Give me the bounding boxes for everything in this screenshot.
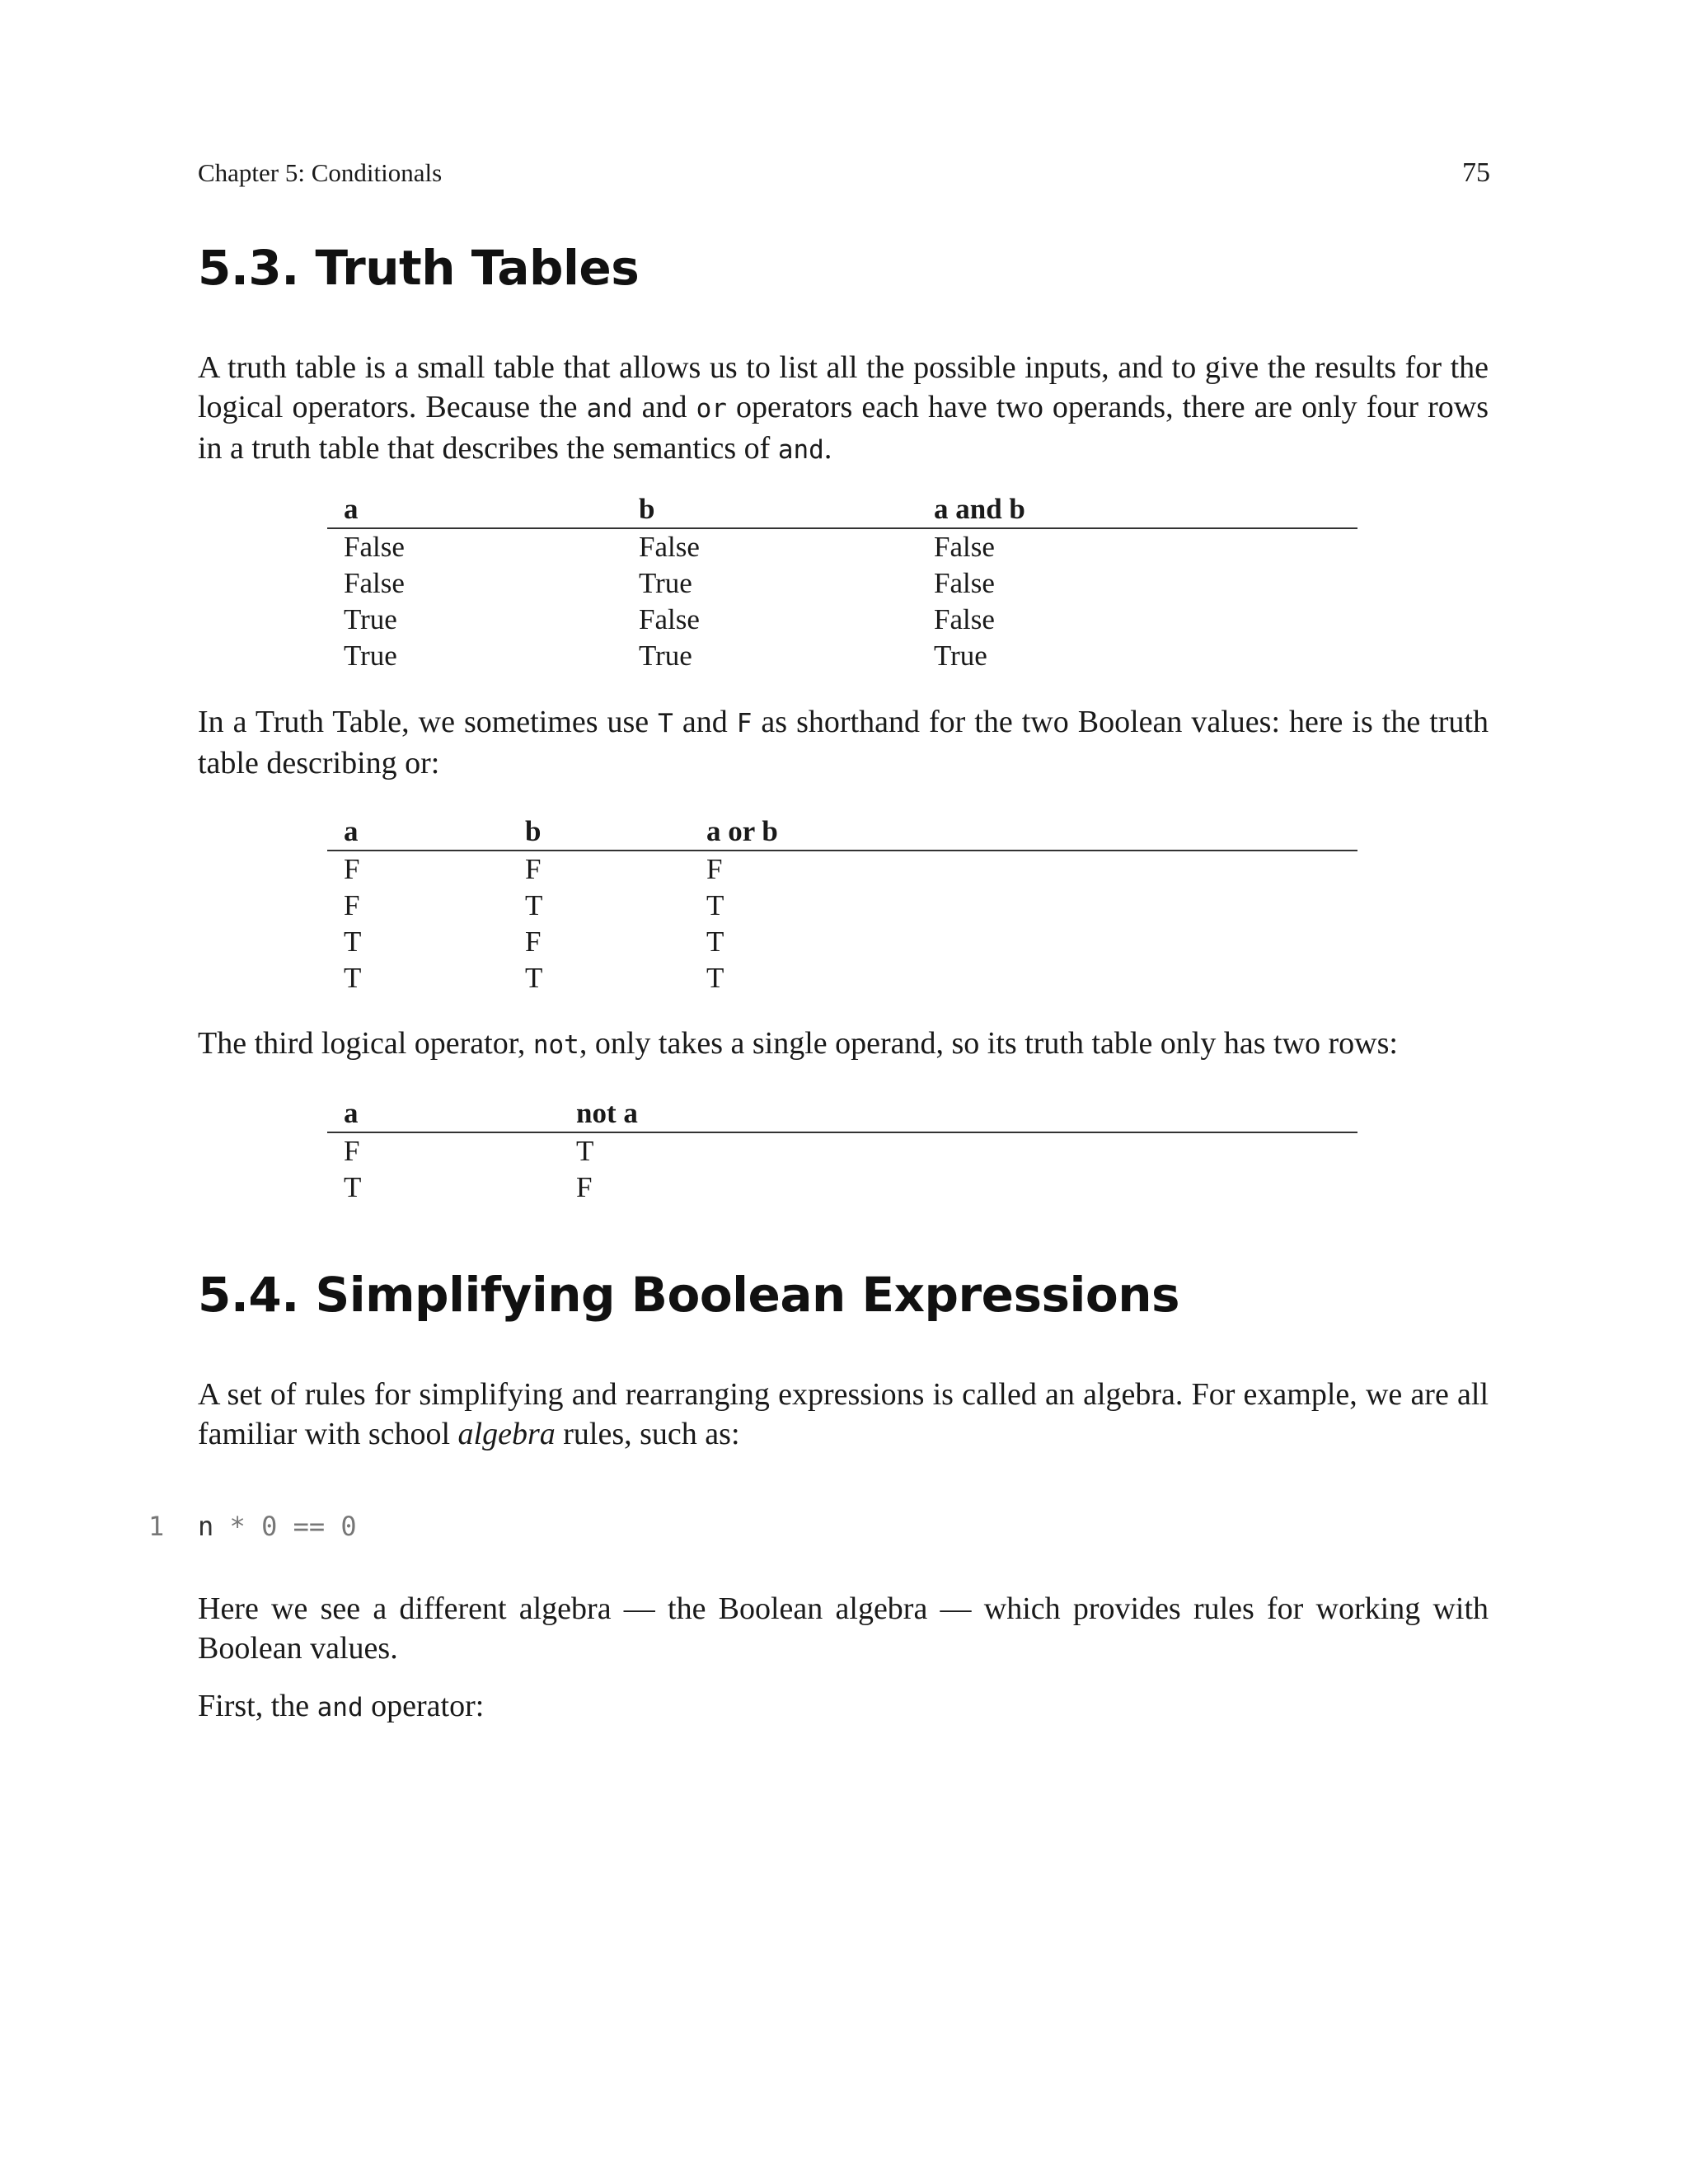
not-intro-paragraph bbox=[198, 1024, 1489, 1065]
table-cell: T bbox=[706, 926, 724, 958]
not-intro-text-1: The third logical operator, bbox=[198, 1026, 533, 1061]
shorthand-text-1: In a Truth Table, we sometimes use bbox=[198, 705, 659, 739]
and-op-text-1: First, the bbox=[198, 1689, 317, 1723]
inline-code-and-3: and bbox=[316, 1693, 363, 1722]
table-cell: T bbox=[525, 962, 543, 994]
algebra-emphasis: algebra bbox=[457, 1417, 556, 1451]
table-cell: F bbox=[344, 1135, 360, 1167]
table-cell: True bbox=[344, 603, 397, 635]
section-heading-simplifying: 5.4. Simplifying Boolean Expressions bbox=[198, 1267, 1180, 1323]
code-var: n bbox=[198, 1511, 214, 1542]
table-cell: F bbox=[525, 853, 542, 885]
table-cell: T bbox=[344, 962, 362, 994]
not-truth-table bbox=[327, 1095, 1357, 1206]
table-cell: False bbox=[344, 531, 405, 563]
table-header-row bbox=[327, 813, 1357, 851]
table-cell: T bbox=[344, 926, 362, 958]
section-heading-truth-tables: 5.3. Truth Tables bbox=[198, 240, 640, 296]
table-row bbox=[327, 602, 1357, 638]
inline-code-F: F bbox=[736, 709, 753, 738]
table-header-row bbox=[327, 491, 1357, 529]
inline-code-and-2: and bbox=[777, 435, 824, 465]
page-number: 75 bbox=[1462, 157, 1490, 188]
intro-text-1: A truth table is a small table that allows us to list all the possible inputs, and to give the results for the logical operators. Because the bbox=[198, 350, 1489, 424]
table-row bbox=[327, 1133, 1357, 1169]
table-cell: F bbox=[706, 853, 723, 885]
table-row bbox=[327, 960, 1357, 996]
header-a-or-b: a or b bbox=[706, 815, 778, 847]
table-cell: F bbox=[525, 926, 542, 958]
algebra-text-1: A set of rules for simplifying and rearranging expressions is called an algebra. For example, we are all familiar with school bbox=[198, 1377, 1489, 1451]
table-row bbox=[327, 638, 1357, 674]
table-header-row bbox=[327, 1095, 1357, 1133]
code-line bbox=[198, 1507, 357, 1546]
not-intro-text-2: , only takes a single operand, so its truth table only has two rows: bbox=[579, 1026, 1398, 1061]
table-row bbox=[327, 924, 1357, 960]
table-cell: T bbox=[706, 889, 724, 921]
table-cell: True bbox=[639, 640, 692, 672]
header-a: a bbox=[344, 1097, 359, 1129]
table-cell: False bbox=[934, 531, 995, 563]
table-row bbox=[327, 565, 1357, 602]
and-operator-paragraph bbox=[198, 1686, 1489, 1727]
inline-code-not: not bbox=[532, 1030, 579, 1060]
and-op-text-2: operator: bbox=[363, 1689, 485, 1723]
header-not-a: not a bbox=[576, 1097, 638, 1129]
inline-code-T: T bbox=[658, 709, 673, 738]
table-cell: F bbox=[344, 889, 360, 921]
code-num: 0 bbox=[340, 1511, 357, 1542]
table-cell: False bbox=[639, 531, 700, 563]
code-listing bbox=[0, 1507, 1688, 1546]
running-header bbox=[198, 155, 1490, 191]
table-cell: T bbox=[344, 1171, 362, 1203]
table-cell: True bbox=[934, 640, 987, 672]
chapter-title: Chapter 5: Conditionals bbox=[198, 158, 443, 187]
intro-text-2: and bbox=[632, 390, 696, 424]
table-cell: True bbox=[639, 567, 692, 599]
table-cell: False bbox=[639, 603, 700, 635]
algebra-paragraph bbox=[198, 1375, 1489, 1454]
table-cell: F bbox=[344, 853, 360, 885]
table-cell: False bbox=[934, 603, 995, 635]
code-line-number: 1 bbox=[148, 1511, 165, 1542]
header-a: a bbox=[344, 815, 359, 847]
shorthand-text-2: and bbox=[673, 705, 737, 739]
header-a: a bbox=[344, 493, 359, 525]
table-row bbox=[327, 888, 1357, 924]
table-row bbox=[327, 529, 1357, 565]
header-b: b bbox=[525, 815, 542, 847]
shorthand-text-3: as shorthand for the two Boolean values: here is the truth table describing or: bbox=[198, 705, 1489, 780]
table-row bbox=[327, 1169, 1357, 1206]
table-cell: T bbox=[706, 962, 724, 994]
header-b: b bbox=[639, 493, 655, 525]
algebra-text-2: rules, such as: bbox=[555, 1417, 740, 1451]
table-cell: T bbox=[576, 1135, 594, 1167]
header-a-and-b: a and b bbox=[934, 493, 1025, 525]
table-cell: False bbox=[344, 567, 405, 599]
code-op-eq: == bbox=[293, 1511, 326, 1542]
intro-text-4: . bbox=[823, 431, 832, 466]
inline-code-and: and bbox=[586, 394, 633, 424]
table-cell: True bbox=[344, 640, 397, 672]
code-op-mul: * bbox=[229, 1511, 246, 1542]
table-cell: F bbox=[576, 1171, 593, 1203]
intro-text-3: operators each have two operands, there are only four rows in a truth table that describes the semantics of bbox=[198, 390, 1489, 466]
table-cell: False bbox=[934, 567, 995, 599]
inline-code-or: or bbox=[696, 394, 727, 424]
boolean-algebra-paragraph: Here we see a different algebra — the Boolean algebra — which provides rules for working with Boolean values. bbox=[198, 1591, 1489, 1666]
table-row bbox=[327, 851, 1357, 888]
code-num: 0 bbox=[261, 1511, 278, 1542]
table-cell: T bbox=[525, 889, 543, 921]
and-truth-table bbox=[327, 491, 1357, 674]
shorthand-paragraph bbox=[198, 702, 1489, 783]
or-truth-table bbox=[327, 813, 1357, 996]
intro-paragraph bbox=[198, 348, 1489, 470]
